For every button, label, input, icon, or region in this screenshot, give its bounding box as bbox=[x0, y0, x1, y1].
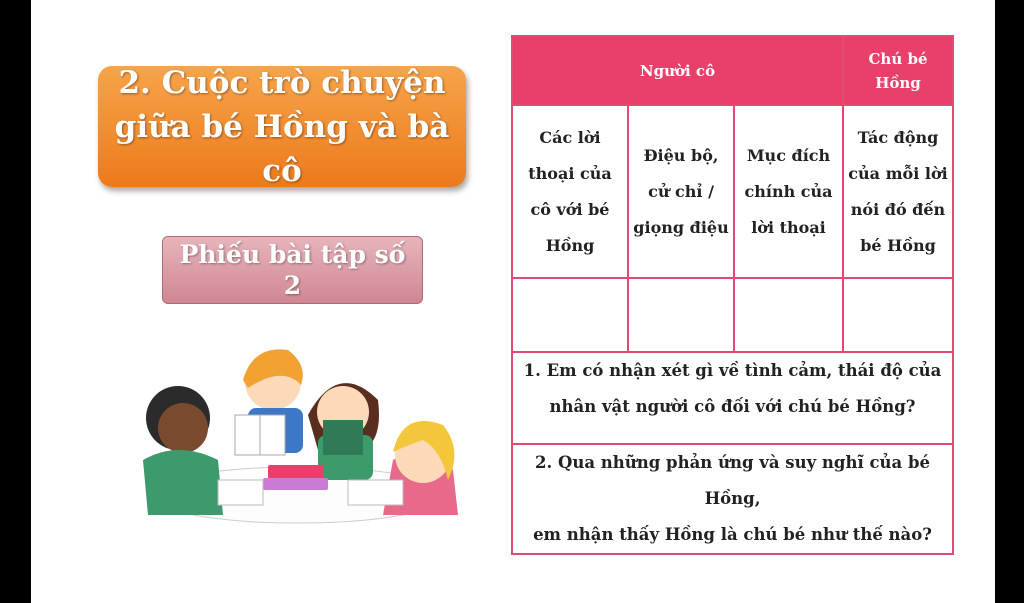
header-chu-be-line1: Chú bé bbox=[868, 49, 928, 68]
col1-line: cô với bé bbox=[530, 199, 610, 219]
col3-line: lời thoại bbox=[751, 217, 826, 237]
worksheet-label-box bbox=[162, 236, 423, 304]
answer-cell-3[interactable] bbox=[734, 278, 843, 352]
col1-line: thoại của bbox=[528, 163, 612, 183]
question-2-line1: 2. Qua những phản ứng và suy nghĩ của bé Hồng, bbox=[535, 453, 930, 508]
slide bbox=[31, 0, 995, 603]
col4-line: nói đó đến bbox=[850, 199, 946, 219]
section-title-line2: giữa bé Hồng và bà cô bbox=[114, 108, 450, 189]
section-title-line1: 2. Cuộc trò chuyện bbox=[118, 64, 446, 101]
answer-cell-2[interactable] bbox=[628, 278, 734, 352]
children-reading-illustration bbox=[123, 340, 469, 525]
col-muc-dich bbox=[734, 105, 843, 278]
question-2-line2: em nhận thấy Hồng là chú bé như thế nào? bbox=[533, 525, 932, 544]
question-1-line1: 1. Em có nhận xét gì về tình cảm, thái độ của bbox=[523, 361, 942, 380]
col-tac-dong bbox=[843, 105, 953, 278]
col4-line: bé Hồng bbox=[860, 235, 936, 255]
question-1-line2: nhân vật người cô đối với chú bé Hồng? bbox=[549, 397, 916, 416]
question-1 bbox=[512, 352, 953, 444]
col1-line: Hồng bbox=[545, 235, 595, 255]
header-chu-be-line2: Hồng bbox=[875, 73, 921, 92]
answer-cell-1[interactable] bbox=[512, 278, 628, 352]
col2-line: cử chỉ / bbox=[648, 181, 714, 201]
col2-line: Điệu bộ, bbox=[643, 145, 719, 165]
header-chu-be-hong bbox=[843, 36, 953, 105]
col-dieu-bo bbox=[628, 105, 734, 278]
col4-line: của mỗi lời bbox=[848, 163, 948, 183]
col4-line: Tác động bbox=[857, 127, 939, 147]
col3-line: chính của bbox=[744, 181, 833, 201]
header-nguoi-co: Người cô bbox=[512, 36, 843, 105]
worksheet-table bbox=[511, 35, 954, 555]
col3-line: Mục đích bbox=[746, 145, 831, 165]
worksheet-label-line2: 2 bbox=[283, 271, 302, 300]
question-2 bbox=[512, 444, 953, 554]
section-title-box bbox=[98, 66, 466, 187]
col1-line: Các lời bbox=[539, 127, 601, 147]
col2-line: giọng điệu bbox=[633, 217, 729, 237]
answer-cell-4[interactable] bbox=[843, 278, 953, 352]
col-cac-loi-thoai bbox=[512, 105, 628, 278]
worksheet-label-line1: Phiếu bài tập số bbox=[179, 240, 406, 269]
